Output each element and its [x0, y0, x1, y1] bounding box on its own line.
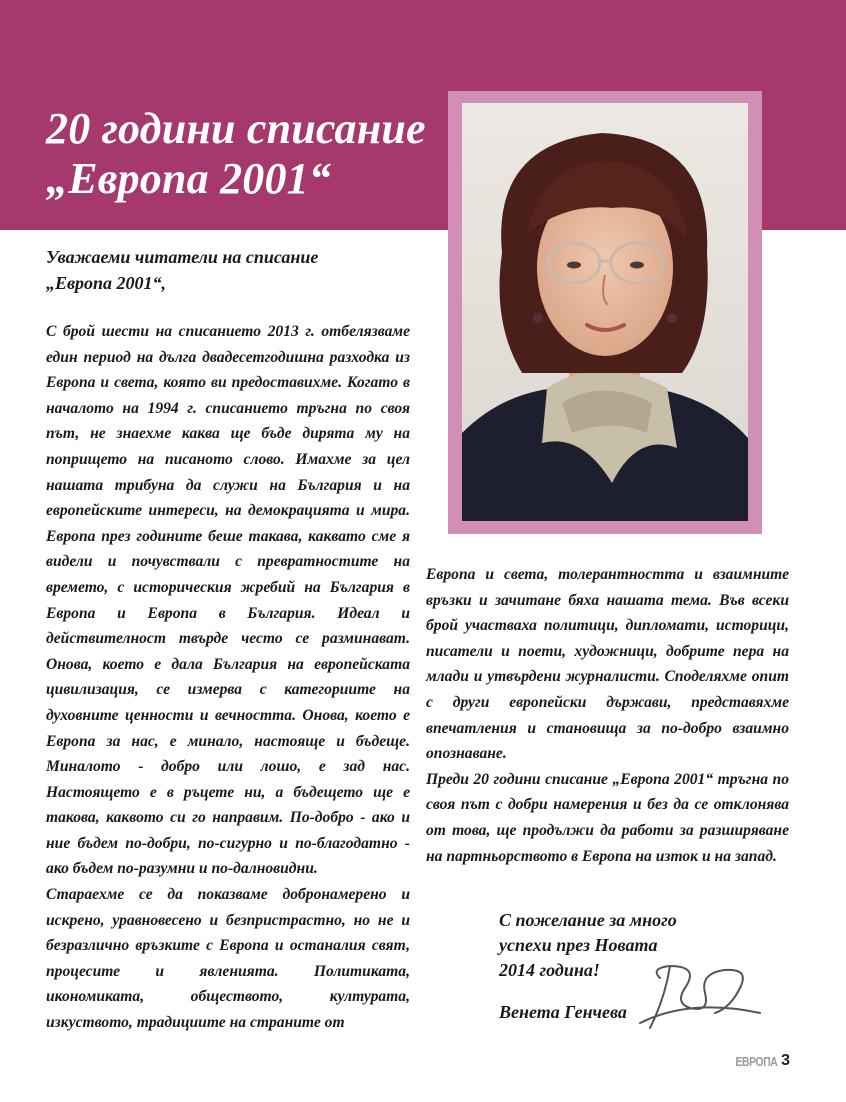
- title-line-1: 20 години списание: [46, 104, 426, 153]
- letter-column-right: [426, 562, 789, 869]
- magazine-brand: ЕВРОПА: [735, 1053, 778, 1069]
- closing-line-3: 2014 година!: [499, 960, 600, 980]
- page-title: [46, 104, 426, 204]
- salutation-line-1: Уважаеми читатели на списание: [46, 247, 319, 267]
- salutation: [46, 244, 426, 296]
- closing-line-1: С пожелание за много: [499, 910, 677, 930]
- letter-paragraph-3: Преди 20 години списание „Европа 2001“ тръгна по своя път с добри намерения и без да се отклонява от това, ще продължи да работи за разширяване на партньорството в Европа на изток и на запад.: [426, 770, 789, 865]
- letter-paragraph-2-start: Стараехме се да показваме добронамерено и искрено, уравновесено и безпристрастно, но не и безразлично връзките с Европа и останалия свят, процесите и явленията. Политиката, икономиката, обществото, културата, изкуството, традициите на страните от: [46, 886, 410, 1032]
- letter-paragraph-1: С брой шести на списанието 2013 г. отбелязваме един период на дълга двадесетгодишна разходка из Европа и света, която ви предоставихме. Когато в началото на 1994 г. списанието тръгна по своя път, не знаехме каква ще бъде дирята му на попрището на писаното слово. Имахме за цел нашата трибуна да служи на България и на европейските интереси, на демокрацията и мира. Европа през годините беше такава, каквато сме я видели и почувствали с превратностите на времето, с историческия жребий на България в Европа и Европа в България. Идеал и действителност твърде често се разминават. Онова, което е дала България на европейската цивилизация, се измерва с категориите на духовните ценности и вечността. Онова, което е Европа за нас, е минало, настояще и бъдеще. Миналото - добро или лошо, е зад нас. Настоящето е в ръцете ни, а бъдещето ще е такова, каквото си го направим. По-добро - ако и ние бъдем по-добри, по-сигурно и по-благодатно - ако бъдем по-разумни и по-далновидни.: [46, 323, 410, 878]
- signer-name: Венета Генчева: [499, 1002, 627, 1022]
- closing-line-2: успехи през Новата: [499, 935, 658, 955]
- author-portrait-photo: [462, 103, 748, 521]
- page-footer: [725, 1052, 790, 1070]
- title-line-2: „Европа 2001“: [46, 154, 332, 203]
- letter-column-left: [46, 319, 410, 1036]
- page-number: 3: [781, 1052, 790, 1069]
- handwritten-signature: [630, 958, 765, 1038]
- letter-paragraph-2-end: Европа и света, толерантността и взаимните връзки и зачитане бяха нашата тема. Във всеки брой участваха политици, дипломати, историци, писатели и поети, художници, добрите пера на млади и утвърдени журналисти. Споделяхме опит с други европейски държави, представяхме впечатления и становища за по-добро взаимно опознаване.: [426, 566, 789, 763]
- salutation-line-2: „Европа 2001“,: [46, 273, 167, 293]
